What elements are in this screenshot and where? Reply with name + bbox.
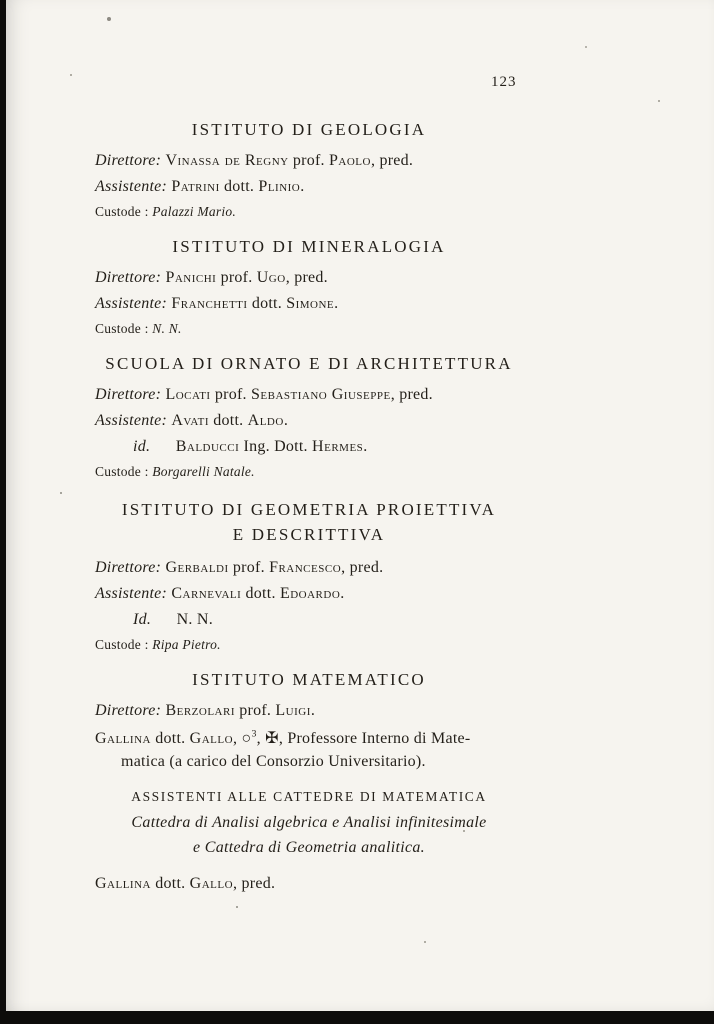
entry-assistente-id: id. Balducci Ing. Dott. Hermes. <box>133 438 368 455</box>
subsection-title: ASSISTENTI ALLE CATTEDRE DI MATEMATICA <box>131 789 487 804</box>
entry-assistente: Assistente: Avati dott. Aldo. <box>95 412 289 429</box>
entry-custode: Custode : N. N. <box>95 321 182 336</box>
section-title: SCUOLA DI ORNATO E DI ARCHITETTURA <box>105 354 513 373</box>
section-title <box>95 497 643 547</box>
section-title: ISTITUTO DI MINERALOGIA <box>172 237 446 256</box>
section-title-line-1: ISTITUTO DI GEOMETRIA PROIETTIVA <box>121 500 497 519</box>
section-title: ISTITUTO DI GEOLOGIA <box>191 120 427 139</box>
section-istituto-mineralogia <box>95 237 643 340</box>
entry-gallina-pred: Gallina dott. Gallo, pred. <box>95 875 276 892</box>
page-number: 123 <box>491 74 517 90</box>
cattedra-line-2: e Cattedra di Geometria analitica. <box>193 839 425 856</box>
entry-direttore: Direttore: Locati prof. Sebastiano Giuseppe, pred. <box>95 386 433 403</box>
entry-assistente: Assistente: Patrini dott. Plinio. <box>95 178 305 195</box>
scan-specks <box>0 0 2 2</box>
entry-direttore: Direttore: Berzolari prof. Luigi. <box>95 702 316 719</box>
scan-edge-left <box>0 0 6 1024</box>
section-title-line-2: E DESCRITTIVA <box>232 525 386 544</box>
entry-direttore: Direttore: Panichi prof. Ugo, pred. <box>95 269 328 286</box>
entry-custode: Custode : Borgarelli Natale. <box>95 464 255 479</box>
section-scuola-ornato-architettura <box>95 354 643 483</box>
section-istituto-geologia <box>95 120 643 223</box>
cattedra-line-1: Cattedra di Analisi algebrica e Analisi infinitesimale <box>131 814 487 831</box>
section-title: ISTITUTO MATEMATICO <box>192 670 426 689</box>
section-istituto-geometria <box>95 497 643 656</box>
entry-direttore: Direttore: Vinassa de Regny prof. Paolo, pred. <box>95 152 414 169</box>
entry-custode: Custode : Ripa Pietro. <box>95 637 221 652</box>
entry-direttore: Direttore: Gerbaldi prof. Francesco, pred. <box>95 559 384 576</box>
entry-custode: Custode : Palazzi Mario. <box>95 204 237 219</box>
entry-assistente: Assistente: Carnevali dott. Edoardo. <box>95 585 345 602</box>
scan-edge-bottom <box>0 1011 714 1024</box>
subsection-assistenti-matematica <box>95 789 643 897</box>
professore-interno-paragraph: Gallina dott. Gallo, ○$^3$, ✠, Professore Interno di Mate- matica (a carico del Consorzio Universitario). <box>95 728 471 770</box>
entry-assistente-id: Id. N. N. <box>133 611 213 628</box>
entry-assistente: Assistente: Franchetti dott. Simone. <box>95 295 339 312</box>
section-istituto-matematico <box>95 670 643 773</box>
page-content <box>95 120 643 897</box>
